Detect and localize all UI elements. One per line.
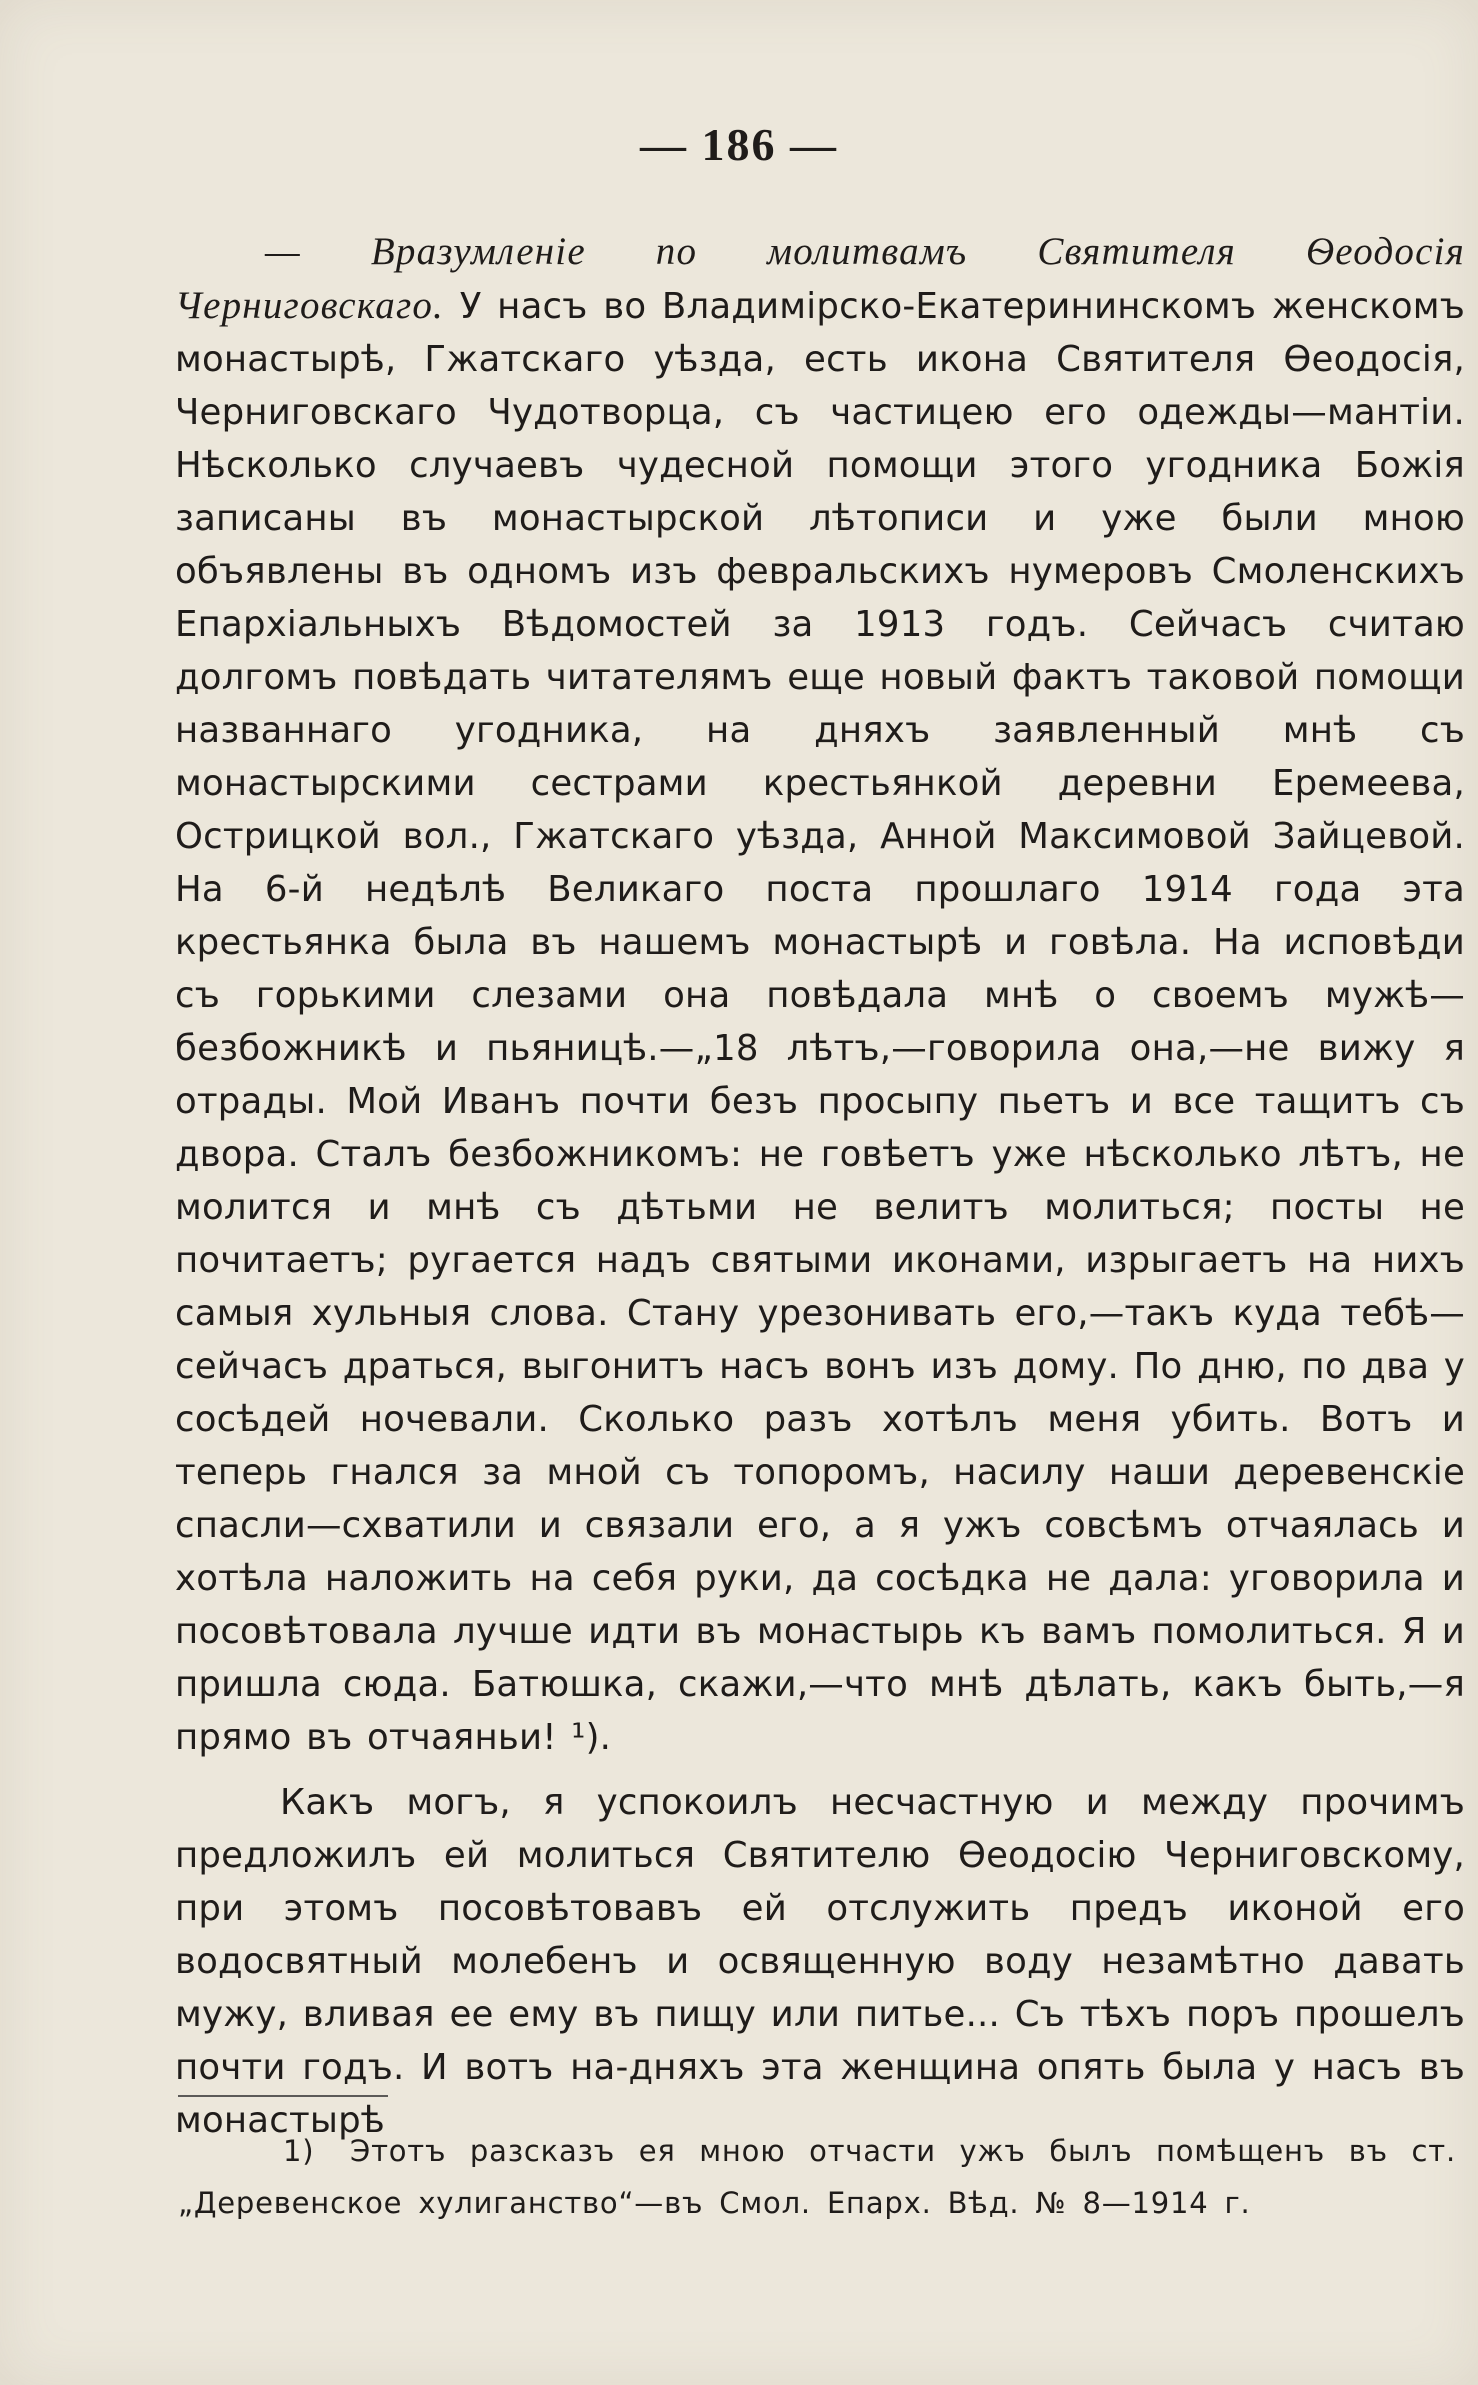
footnote-text: Этотъ разсказъ ея мною отчасти ужъ былъ помѣщенъ въ ст. „Деревенское хулиганство“—въ Смол. Епарх. Вѣд. № 8—1914 г. [178, 2134, 1456, 2220]
paragraph-1-text: У насъ во Владимірско-Екатерининскомъ женскомъ монастырѣ, Гжатскаго уѣзда, есть икона Святителя Ѳеодосія, Черниговскаго Чудотворца, съ частицею его одежды—мантіи. Нѣсколько случаевъ чудесной помощи этого угодника Божія записаны въ монастырской лѣтописи и уже были мною объявлены въ одномъ изъ февральскихъ нумеровъ Смоленскихъ Епархіальныхъ Вѣдомостей за 1913 годъ. Сейчасъ считаю долгомъ повѣдать читателямъ еще новый фактъ таковой помощи названнаго угодника, на дняхъ заявленный мнѣ съ монастырскими сестрами крестьянкой деревни Еремеева, Острицкой вол., Гжатскаго уѣзда, Анной Максимовой Зайцевой. На 6-й недѣлѣ Великаго поста прошлаго 1914 года эта крестьянка была въ нашемъ монастырѣ и говѣла. На исповѣди съ горькими слезами она повѣдала мнѣ о своемъ мужѣ—безбожникѣ и пьяницѣ.—„18 лѣтъ,—говорила она,—не вижу я отрады. Мой Иванъ почти безъ просыпу пьетъ и все тащитъ съ двора. Сталъ безбожникомъ: не говѣетъ уже нѣсколько лѣтъ, не молится и мнѣ съ дѣтьми не велитъ молиться; посты не почитаетъ; ругается надъ святыми иконами, изрыгаетъ на нихъ самыя хульныя слова. Стану урезонивать его,—такъ куда тебѣ—сейчасъ драться, выгонитъ насъ вонъ изъ дому. По дню, по два у сосѣдей ночевали. Сколько разъ хотѣлъ меня убить. Вотъ и теперь гнался за мной съ топоромъ, насилу наши деревенскіе спасли—схватили и связали его, а я ужъ совсѣмъ отчаялась и хотѣла наложить на себя руки, да сосѣдка не дала: уговорила и посовѣтовала лучше идти въ монастырь къ вамъ помолиться. Я и пришла сюда. Батюшка, скажи,—что мнѣ дѣлать, какъ быть,—я прямо въ отчаяньи! ¹). [175, 286, 1465, 1758]
footnote [178, 2125, 1456, 2229]
footnote-divider [178, 2095, 388, 2097]
footnote-marker: 1) [283, 2134, 315, 2168]
paragraph-1 [175, 225, 1465, 1764]
page-number: — 186 — [640, 119, 838, 170]
paragraph-2: Какъ могъ, я успокоилъ несчастную и между прочимъ предложилъ ей молиться Святителю Ѳеодосію Черниговскому, при этомъ посовѣтовавъ ей отслужить предъ иконой его водосвятный молебенъ и освященную воду незамѣтно давать мужу, вливая ее ему въ пищу или питье... Съ тѣхъ поръ прошелъ почти годъ. И вотъ на-дняхъ эта женщина опять была у насъ въ монастырѣ [175, 1782, 1465, 2141]
article-heading: — Вразумленіе по молитвамъ Святителя Ѳеодосія Черниговскаго. [175, 230, 1465, 327]
article-body [175, 225, 1465, 2147]
